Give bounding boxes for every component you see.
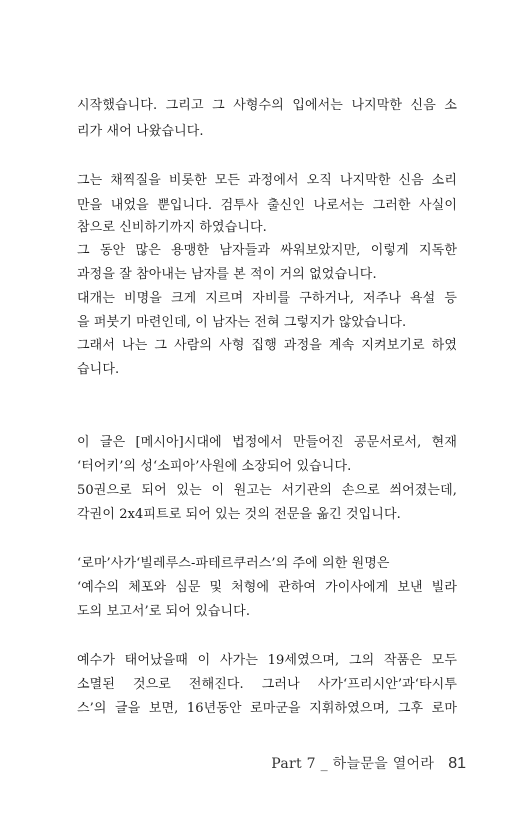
body-line: 각권이 2x4피트로 되어 있는 것의 전문을 옮긴 것입니다. <box>77 507 401 522</box>
body-line: 습니다. <box>77 362 120 377</box>
body-line: 그래서 나는 그 사람의 사형 집행 과정을 계속 지켜보기로 하였 <box>77 338 457 353</box>
page-number: 81 <box>448 755 466 772</box>
page-footer <box>0 753 466 773</box>
body-line: ‘예수의 체포와 심문 및 처형에 관하여 가이사에게 보낸 빌라 <box>77 580 457 595</box>
body-line: 을 퍼붓기 마련인데, 이 남자는 전혀 그렇지가 않았습니다. <box>77 315 407 330</box>
body-line: 이 글은 [메시아]시대에 법정에서 만들어진 공문서로서, 현재 <box>77 435 457 450</box>
body-line: 도의 보고서’로 되어 있습니다. <box>77 604 251 619</box>
body-line: 그는 채찍질을 비롯한 모든 과정에서 오직 나지막한 신음 소리 <box>77 173 457 188</box>
body-line: 예수가 태어났을때 이 사가는 19세였으며, 그의 작품은 모두 <box>77 653 457 668</box>
body-line: ‘로마’사가‘빌레루스-파테르쿠러스’의 주에 의한 원명은 <box>77 556 390 571</box>
body-line: 대개는 비명을 크게 지르며 자비를 구하거나, 저주나 욕설 등 <box>77 291 457 306</box>
body-line: ‘터어키’의 성‘소피아’사원에 소장되어 있습니다. <box>77 459 352 474</box>
body-line: 스’의 글을 보면, 16년동안 로마군을 지휘하였으며, 그후 로마 <box>77 701 457 716</box>
body-line: 과정을 잘 참아내는 남자를 본 적이 거의 없었습니다. <box>77 267 377 282</box>
running-footer-title: Part 7 _ 하늘문을 열어라 <box>271 756 435 772</box>
body-line: 만을 내었을 뿐입니다. 검투사 출신인 나로서는 그러한 사실이 <box>77 198 457 213</box>
body-line: 시작했습니다. 그리고 그 사형수의 입에서는 나지막한 신음 소 <box>77 98 457 113</box>
body-line: 참으로 신비하기까지 하였습니다. <box>77 220 267 235</box>
body-line: 리가 새어 나왔습니다. <box>77 124 204 139</box>
body-line: 소멸된 것으로 전해진다. 그러나 사가‘프리시안’과‘타시투 <box>77 677 457 692</box>
body-line: 50권으로 되어 있는 이 원고는 서기관의 손으로 씌어졌는데, <box>77 483 457 498</box>
body-line: 그 동안 많은 용맹한 남자들과 싸워보았지만, 이렇게 지독한 <box>77 243 457 258</box>
